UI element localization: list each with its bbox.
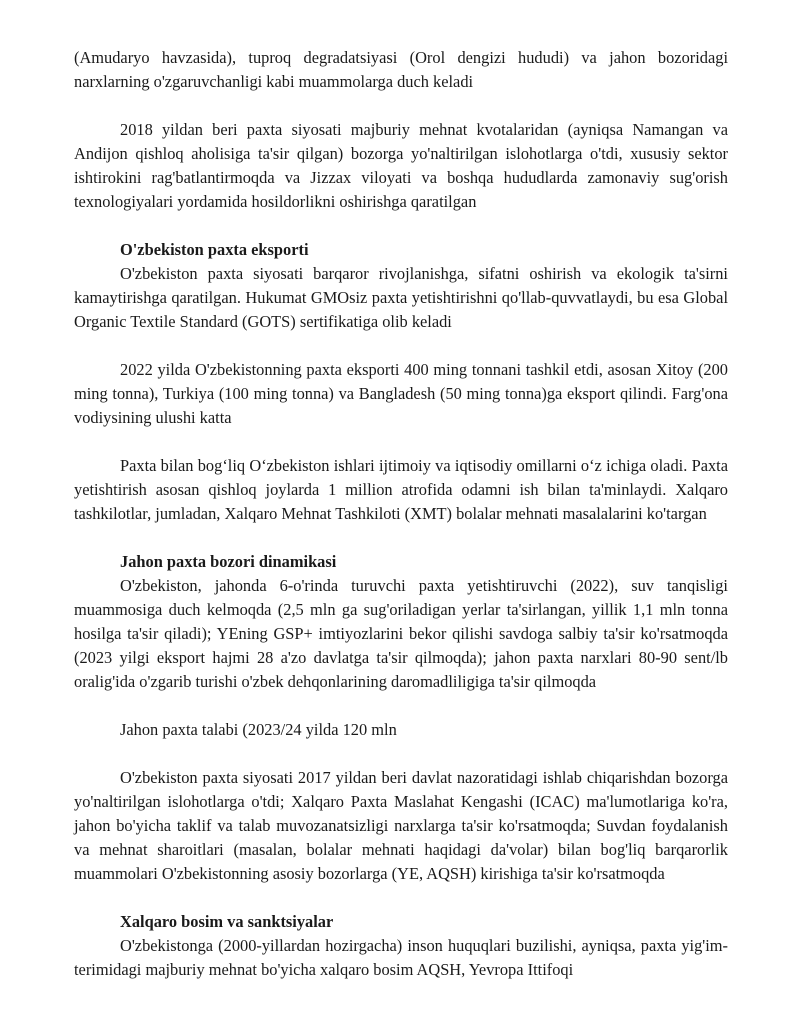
section-heading-export: O'zbekiston paxta eksporti	[120, 240, 309, 259]
paragraph-world-demand: Jahon paxta talabi (2023/24 yilda 120 mln	[120, 720, 397, 739]
paragraph-export-2022: 2022 yilda O'zbekistonning paxta eksporti 400 ming tonnani tashkil etdi, asosan Xitoy (200 ming tonna), Turkiya (100 ming tonna) va Bangladesh (50 ming tonna)ga eksport qilindi. Farg'ona vodiysining ulushi katta	[74, 360, 728, 427]
paragraph-policy-2018: 2018 yildan beri paxta siyosati majburiy mehnat kvotalaridan (ayniqsa Namangan va Andijon qishloq aholisiga ta'sir qilgan) bozorga yo'naltirilgan islohotlarga o'tdi, xususiy sektor ishtirokini rag'batlantirmoqda va Jizzax viloyati va boshqa hududlarda zamonaviy sug'orish texnologiyalari yordamida hosildorlikni oshirishga qaratilgan	[74, 120, 728, 211]
section-heading-market-dynamics: Jahon paxta bozori dinamikasi	[120, 552, 337, 571]
section-heading-sanctions: Xalqaro bosim va sanktsiyalar	[120, 912, 334, 931]
paragraph-world-rank: O'zbekiston, jahonda 6-o'rinda turuvchi paxta yetishtiruvchi (2022), suv tanqisligi muammosiga duch kelmoqda (2,5 mln ga sug'oriladigan yerlar ta'sirlangan, yillik 1,1 mln tonna hosilga ta'sir qiladi); YEning GSP+ imtiyozlarini bekor qilishi savdoga salbiy ta'sir ko'rsatmoqda (2023 yilgi eksport hajmi 28 a'zo davlatga ta'sir qilmoqda); jahon paxta narxlari 80-90 sent/lb oralig'ida o'zgarib turishi o'zbek dehqonlarining daromadliligiga ta'sir qilmoqda	[74, 576, 728, 691]
paragraph-continuation: (Amudaryo havzasida), tuproq degradatsiyasi (Orol dengizi hududi) va jahon bozoridagi narxlarning o'zgaruvchanligi kabi muammolarga duch keladi	[74, 48, 728, 91]
paragraph-policy-sustainability: O'zbekiston paxta siyosati barqaror rivojlanishga, sifatni oshirish va ekologik ta'sirni kamaytirishga qaratilgan. Hukumat GMOsiz paxta yetishtirishni qo'llab-quvvatlaydi, bu esa Global Organic Textile Standard (GOTS) sertifikatiga olib keladi	[74, 264, 728, 331]
paragraph-international-pressure: O'zbekistonga (2000-yillardan hozirgacha) inson huquqlari buzilishi, ayniqsa, paxta yig'im-terimidagi majburiy mehnat bo'yicha xalqaro bosim AQSH, Yevropa Ittifoqi	[74, 936, 728, 979]
paragraph-social-economic: Paxta bilan bog‘liq O‘zbekiston ishlari ijtimoiy va iqtisodiy omillarni o‘z ichiga oladi. Paxta yetishtirish asosan qishloq joylarda 1 million atrofida odamni ish bilan ta'minlaydi. Xalqaro tashkilotlar, jumladan, Xalqaro Mehnat Tashkiloti (XMT) bolalar mehnati masalalarini ko'targan	[74, 456, 728, 523]
paragraph-policy-2017: O'zbekiston paxta siyosati 2017 yildan beri davlat nazoratidagi ishlab chiqarishdan bozorga yo'naltirilgan islohotlarga o'tdi; Xalqaro Paxta Maslahat Kengashi (ICAC) ma'lumotlariga ko'ra, jahon bo'yicha taklif va talab muvozanatsizligi narxlarga ta'sir ko'rsatmoqda; Suvdan foydalanish va mehnat sharoitlari (masalan, bolalar mehnati haqidagi da'volar) bilan bog'liq barqarorlik muammolari O'zbekistonning asosiy bozorlarga (YE, AQSH) kirishiga ta'sir ko'rsatmoqda	[74, 768, 728, 883]
